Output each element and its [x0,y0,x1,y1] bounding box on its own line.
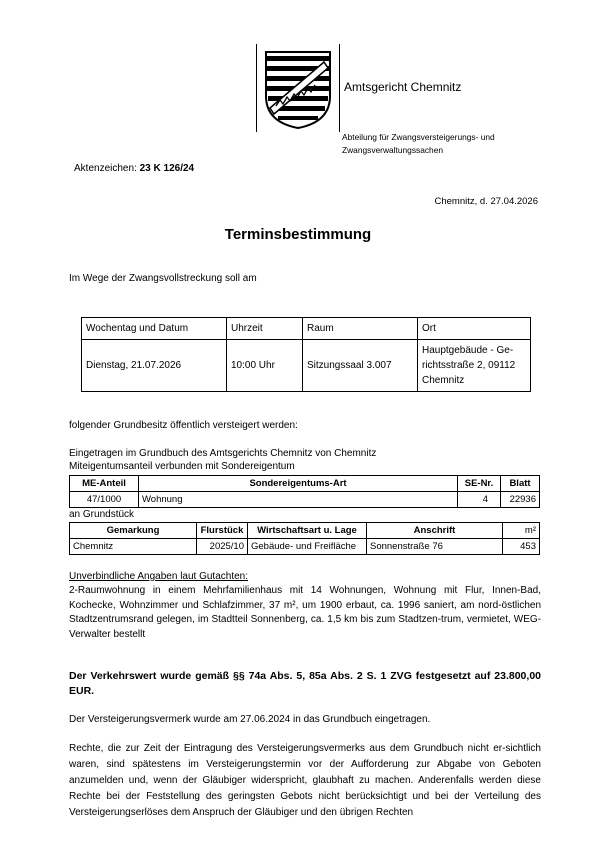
appointment-header-location: Ort [418,318,531,340]
unit-header-row [70,476,540,492]
plot-header-area: m² [503,523,540,539]
unit-se-nr: 4 [458,492,501,508]
unit-share: 47/1000 [70,492,139,508]
rights-text: Rechte, die zur Zeit der Eintragung des Versteigerungsvermerks aus dem Grundbuch nicht er-sichtlich waren, sind spätestens im Versteigerungstermin vor der Aufforderung zur Abgabe von Geboten anzumelden und, wenn der Gläubiger widerspricht, glaubhaft zu machen. Anderenfalls werden diese Rechte bei der Feststellung des geringsten Gebots nicht berücksichtigt und bei der Verteilung des Versteigerungserlöses dem Anspruch der Gläubiger und den übrigen Rechten [69,743,541,818]
saxony-coat-of-arms-icon [262,48,334,130]
unit-type: Wohnung [139,492,458,508]
unit-header-sheet: Blatt [501,476,540,492]
register-line-1: Eingetragen im Grundbuch des Amtsgerichts Chemnitz von Chemnitz [69,448,377,459]
header-divider-left [256,44,257,132]
unit-header-se-nr: SE-Nr. [458,476,501,492]
unit-table [69,475,540,508]
plot-area: 453 [503,539,540,555]
auction-text: folgender Grundbesitz öffentlich versteigert werden: [69,420,298,431]
unit-sheet: 22936 [501,492,540,508]
appointment-header-room: Raum [303,318,418,340]
header-divider-right [339,44,340,132]
appointment-room: Sitzungssaal 3.007 [303,340,418,392]
plot-header-row [70,523,540,539]
plot-row [70,539,540,555]
plot-parcel: 2025/10 [197,539,248,555]
place-date: Chemnitz, d. 27.04.2026 [434,196,538,207]
plot-address: Sonnenstraße 76 [367,539,503,555]
plot-table [69,522,540,555]
appointment-header-date: Wochentag und Datum [82,318,227,340]
unit-header-type: Sondereigentums-Art [139,476,458,492]
appointment-table [81,317,531,392]
plot-usage: Gebäude- und Freifläche [248,539,367,555]
expert-heading-wrap [69,570,248,583]
plot-header-address: Anschrift [367,523,503,539]
expert-heading: Unverbindliche Angaben laut Gutachten: [69,571,249,582]
file-reference [74,163,194,174]
file-reference-number: 23 K 126/24 [139,163,195,174]
registration-note: Der Versteigerungsvermerk wurde am 27.06.2024 in das Grundbuch eingetragen. [69,714,431,725]
plot-header-usage: Wirtschaftsart u. Lage [248,523,367,539]
document-title: Terminsbestimmung [224,226,372,243]
appointment-date: Dienstag, 21.07.2026 [82,340,227,392]
plot-header-district: Gemarkung [70,523,197,539]
appointment-time: 10:00 Uhr [227,340,303,392]
appointment-row [82,340,531,392]
unit-header-share: ME-Anteil [70,476,139,492]
plot-district: Chemnitz [70,539,197,555]
intro-text: Im Wege der Zwangsvollstreckung soll am [69,273,257,284]
plot-header-parcel: Flurstück [197,523,248,539]
department-name: Abteilung für Zwangsversteigerungs- und Zwangsverwaltungssachen [342,132,495,155]
market-value: Der Verkehrswert wurde gemäß §§ 74a Abs. 5, 85a Abs. 2 S. 1 ZVG festgesetzt auf 23.800,00 EUR. [69,670,541,697]
unit-row [70,492,540,508]
appointment-location: Hauptgebäude - Ge-richtsstraße 2, 09112 Chemnitz [418,340,531,392]
appointment-header-time: Uhrzeit [227,318,303,340]
appointment-header-row [82,318,531,340]
file-reference-label: Aktenzeichen: [74,163,137,174]
expert-text: 2-Raumwohnung in einem Mehrfamilienhaus mit 14 Wohnungen, Wohnung mit Flur, Innen-Bad, Kochecke, Wohnzimmer und Schlafzimmer, 37 m², um 1900 erbaut, ca. 1996 saniert, am nord-östlichen Stadtzentrumsrand gelegen, im Stadtteil Sonnenberg, ca. 1,5 km bis zum Stadtzen-trum, vermietet, WEG-Verwalter bestellt [69,585,541,640]
register-line-2: Miteigentumsanteil verbunden mit Sondereigentum [69,461,295,472]
court-name: Amtsgericht Chemnitz [344,80,462,94]
plot-label: an Grundstück [69,509,135,520]
